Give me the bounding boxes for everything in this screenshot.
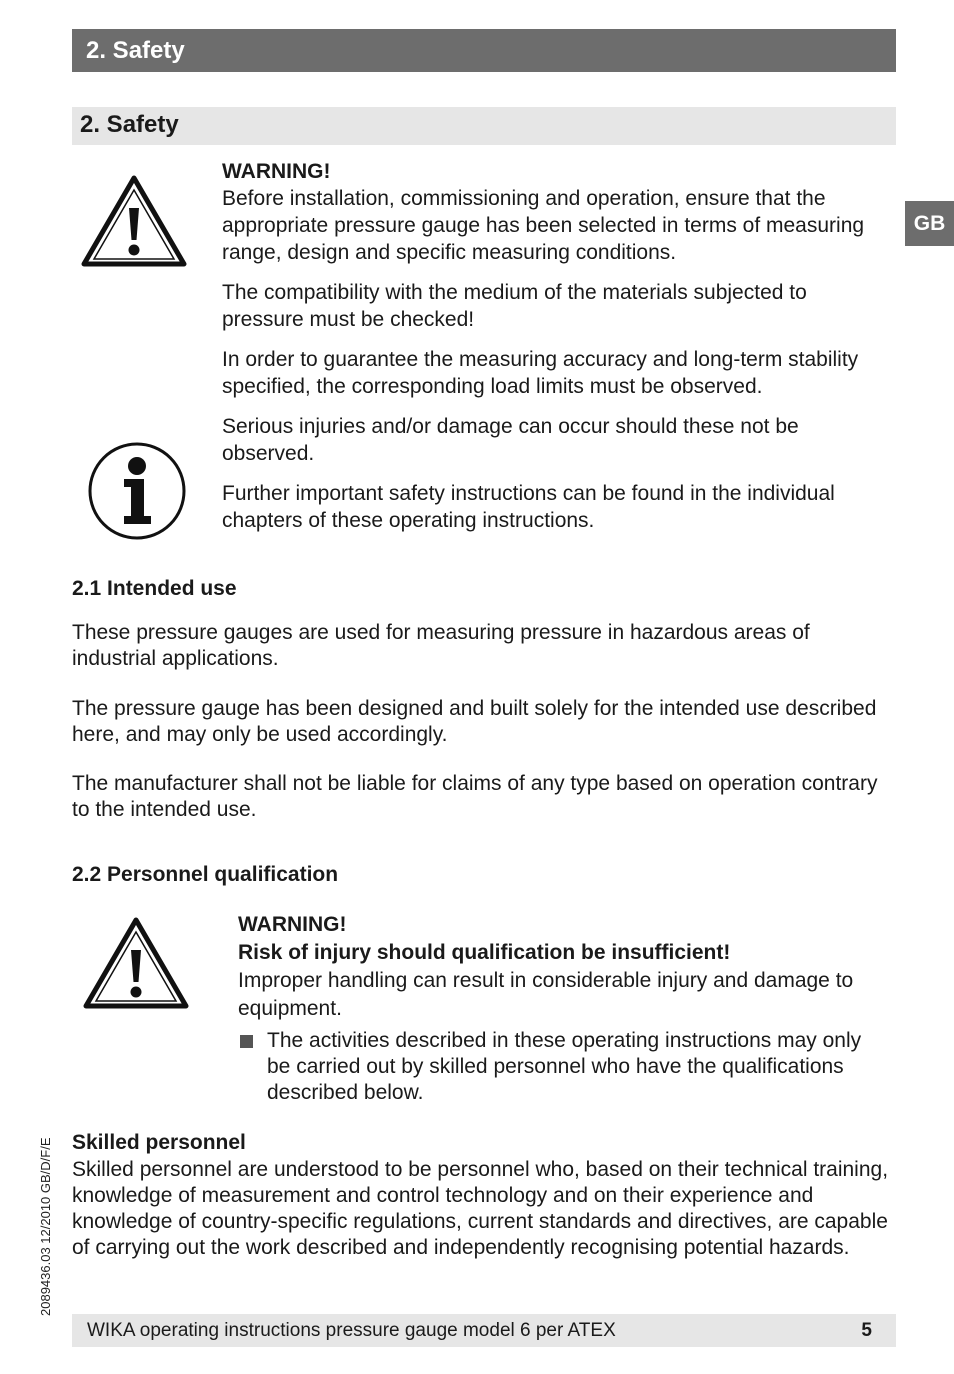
footer-text: WIKA operating instructions pressure gauge model 6 per ATEX	[87, 1320, 616, 1341]
warning-block-2	[238, 911, 890, 1023]
page-footer	[72, 1314, 896, 1347]
warning-title: Risk of injury should qualification be insufficient!	[238, 941, 731, 964]
page-header: 2. Safety	[72, 29, 896, 72]
warning-icon	[80, 174, 188, 270]
info-icon	[86, 440, 188, 542]
warning-text: Improper handling can result in considerable injury and damage to equipment.	[238, 969, 854, 1020]
intended-use-heading: 2.1 Intended use	[72, 577, 237, 600]
bullet-text: The activities described in these operating instructions may only be carried out by skilled personnel who have the qualifications described below.	[267, 1029, 862, 1104]
intended-use-paragraph-2: The pressure gauge has been designed and built solely for the intended use described here, and may only be used accordingly.	[72, 697, 877, 746]
page-number: 5	[861, 1320, 872, 1341]
warning-block-1	[222, 158, 890, 534]
skilled-personnel-heading: Skilled personnel	[72, 1131, 246, 1154]
warning-icon	[82, 916, 190, 1012]
section-title: 2. Safety	[72, 107, 896, 145]
personnel-heading: 2.2 Personnel qualification	[72, 863, 339, 886]
warning-paragraph-5: Further important safety instructions can be found in the individual chapters of these operating instructions.	[222, 482, 835, 532]
bullet-square-icon	[240, 1035, 253, 1048]
intended-use-paragraph-1: These pressure gauges are used for measuring pressure in hazardous areas of industrial applications.	[72, 621, 810, 670]
warning-paragraph-2: The compatibility with the medium of the materials subjected to pressure must be checked!	[222, 281, 807, 331]
warning-paragraph-4: Serious injuries and/or damage can occur should these not be observed.	[222, 415, 799, 465]
warning-label: WARNING!	[238, 913, 347, 936]
warning-label: WARNING!	[222, 160, 331, 183]
skilled-personnel-text: Skilled personnel are understood to be personnel who, based on their technical training, knowledge of measurement and control technology and on their experience and knowledge of country-specific regulations, current standards and directives, are capable of carrying out the work described and independently recognising potential hazards.	[72, 1158, 889, 1259]
warning-paragraph-1: Before installation, commissioning and operation, ensure that the appropriate pressure gauge has been selected in terms of measuring range, design and specific measuring conditions.	[222, 187, 865, 264]
intended-use-paragraph-3: The manufacturer shall not be liable for claims of any type based on operation contrary to the intended use.	[72, 772, 878, 821]
document-code: 2089436.03 12/2010 GB/D/F/E	[38, 1137, 53, 1316]
bullet-item	[267, 1028, 877, 1106]
language-tab: GB	[905, 201, 954, 246]
warning-paragraph-3: In order to guarantee the measuring accuracy and long-term stability specified, the corresponding load limits must be observed.	[222, 348, 859, 398]
